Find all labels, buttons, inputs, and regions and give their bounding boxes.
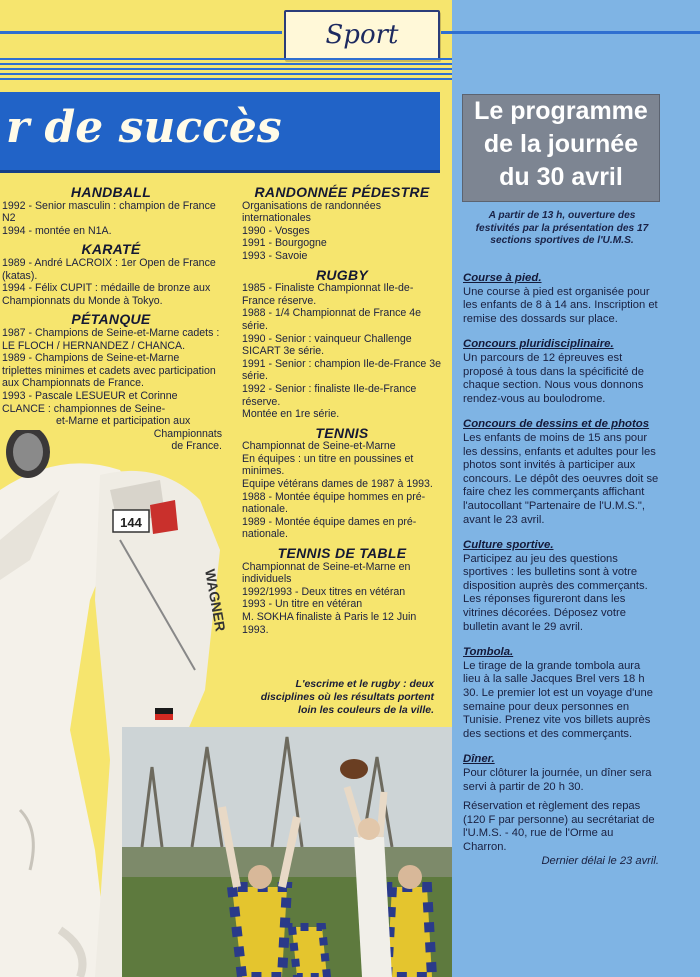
headline-banner	[0, 92, 440, 173]
program-deadline: Dernier délai le 23 avril.	[541, 854, 659, 867]
result-line: Championnats	[153, 427, 222, 440]
program-heading: Course à pied.	[463, 272, 542, 284]
result-line: 1993 - Pascale LESUEUR et Corinne	[2, 389, 178, 402]
results-column-left	[0, 180, 222, 453]
program-text: Une course à pied est organisée pour les enfants de 8 à 14 ans. Inscription et remise des dossards sur place.	[463, 285, 658, 325]
result-line: de France.	[171, 440, 222, 453]
result-line: 1991 - Senior : champion Ile-de-France 3e série.	[242, 357, 442, 383]
program-list	[463, 272, 659, 868]
heading-tennis-de-table: TENNIS DE TABLE	[277, 545, 407, 562]
fencer-bib: 144	[120, 515, 142, 530]
result-line: Championnat de Seine-et-Marne en individuels	[242, 560, 411, 586]
program-text: Le tirage de la grande tombola aura lieu à la salle Jacques Brel vers 18 h 30. Le premier lot est un voyage d'une semaine pour deux personnes en Tunisie. Prenez vite vos billets auprès des sections et des commerçants.	[463, 659, 653, 740]
program-text: Les enfants de moins de 15 ans pour les dessins, enfants et adultes pour les photos sont invités à participer aux concours. Le dépôt des oeuvres doit se faire chez les commerçants affichant l'autocollant "Partenaire de l'U.M.S.", avant le 23 avril.	[463, 431, 659, 526]
program-title-line: du 30 avril	[499, 163, 623, 191]
heading-petanque: PÉTANQUE	[71, 311, 151, 328]
program-text: Participez au jeu des questions sportives : les bulletins sont à votre disposition auprès des commerçants. Les réponses figureront dans les vitrines décorées. Déposez votre bulletin avant le 29 avril.	[463, 552, 648, 633]
photo-caption: L'escrime et le rugby : deux disciplines où les résultats portent loin les couleurs de la ville.	[260, 678, 434, 716]
heading-rugby: RUGBY	[315, 266, 369, 283]
result-line: Montée en 1re série.	[242, 408, 340, 421]
program-title-line: Le programme	[474, 97, 648, 125]
result-line: Organisations de randonnées internationales	[242, 199, 381, 225]
result-line: M. SOKHA finaliste à Paris le 12 Juin 1993.	[242, 611, 417, 636]
result-line: 1988 - 1/4 Championnat de France 4e série.	[242, 307, 422, 332]
section-label: Sport	[325, 20, 399, 50]
result-line: 1991 - Bourgogne	[242, 237, 327, 250]
header-rule-left	[0, 31, 282, 34]
result-line: CLANCE : championnes de Seine-	[2, 402, 166, 415]
heading-randonnee: RANDONNÉE PÉDESTRE	[254, 184, 430, 200]
result-line: 1987 - Champions de Seine-et-Marne cadets : LE FLOCH / HERNANDEZ / CHANCA.	[2, 326, 220, 352]
result-line: 1994 - Félix CUPIT : médaille de bronze aux Championnats du Monde à Tokyo.	[2, 282, 211, 307]
section-tab	[284, 10, 440, 60]
program-intro: A partir de 13 h, ouverture des festivités par la présentation des 17 sections sportives de l'U.M.S.	[475, 210, 649, 247]
result-line: 1992 - Senior masculin : champion de France N2	[2, 199, 216, 225]
result-line: Championnat de Seine-et-Marne	[242, 440, 396, 453]
program-heading: Concours de dessins et de photos	[463, 418, 650, 431]
result-line: 1992 - Senior : finaliste Ile-de-France réserve.	[242, 382, 417, 408]
result-line: et-Marne et participation aux	[56, 415, 191, 428]
result-line: 1990 - Senior : vainqueur Challenge SICART 3e série.	[242, 332, 412, 358]
heading-karate: KARATÉ	[81, 241, 141, 258]
headline-text: r de succès	[6, 102, 282, 153]
program-text: Pour clôturer la journée, un dîner sera servi à partir de 20 h 30.	[463, 767, 652, 793]
result-line: 1985 - Finaliste Championnat Ile-de-France réserve.	[242, 282, 414, 307]
program-heading: Tombola.	[463, 646, 514, 659]
program-reservation: Réservation et règlement des repas (120 F par personne) au secrétariat de l'U.M.S. - 40, rue de l'Orme au Charron.	[463, 800, 655, 853]
fencer-name: WAGNER	[202, 567, 229, 633]
result-line: En équipes : un titre en poussines et minimes.	[242, 452, 414, 478]
program-title	[462, 94, 660, 202]
heading-handball: HANDBALL	[70, 184, 152, 200]
result-line: 1988 - Montée équipe hommes en pré-nationale.	[242, 490, 426, 516]
result-line: Equipe vétérans dames de 1987 à 1993.	[242, 478, 433, 491]
stripe-rules	[0, 58, 452, 80]
results-column-right	[242, 180, 442, 636]
result-line: 1992/1993 - Deux titres en vétéran	[242, 585, 406, 598]
result-line: 1989 - Montée équipe dames en pré-nationale.	[242, 515, 417, 541]
result-line: 1989 - André LACROIX : 1er Open de France (katas).	[2, 256, 216, 282]
result-line: 1993 - Savoie	[242, 249, 308, 262]
program-title-line: de la journée	[483, 130, 639, 158]
program-heading: Culture sportive.	[463, 539, 554, 552]
rugby-photo	[122, 727, 452, 977]
result-line: 1993 - Un titre en vétéran	[242, 598, 363, 611]
heading-tennis: TENNIS	[315, 424, 369, 441]
result-line: 1990 - Vosges	[242, 224, 310, 237]
program-heading: Dîner.	[463, 753, 495, 766]
program-text: Un parcours de 12 épreuves est proposé à tous dans la spécificité de chaque section. Nous vous donnons rendez-vous au boulodrome.	[463, 351, 644, 405]
result-line: 1989 - Champions de Seine-et-Marne triplettes minimes et cadets avec participation aux Championnats de France.	[2, 352, 216, 390]
result-line: 1994 - montée en N1A.	[2, 224, 112, 237]
header-rule-right	[440, 31, 700, 34]
program-heading: Concours pluridisciplinaire.	[463, 338, 614, 351]
